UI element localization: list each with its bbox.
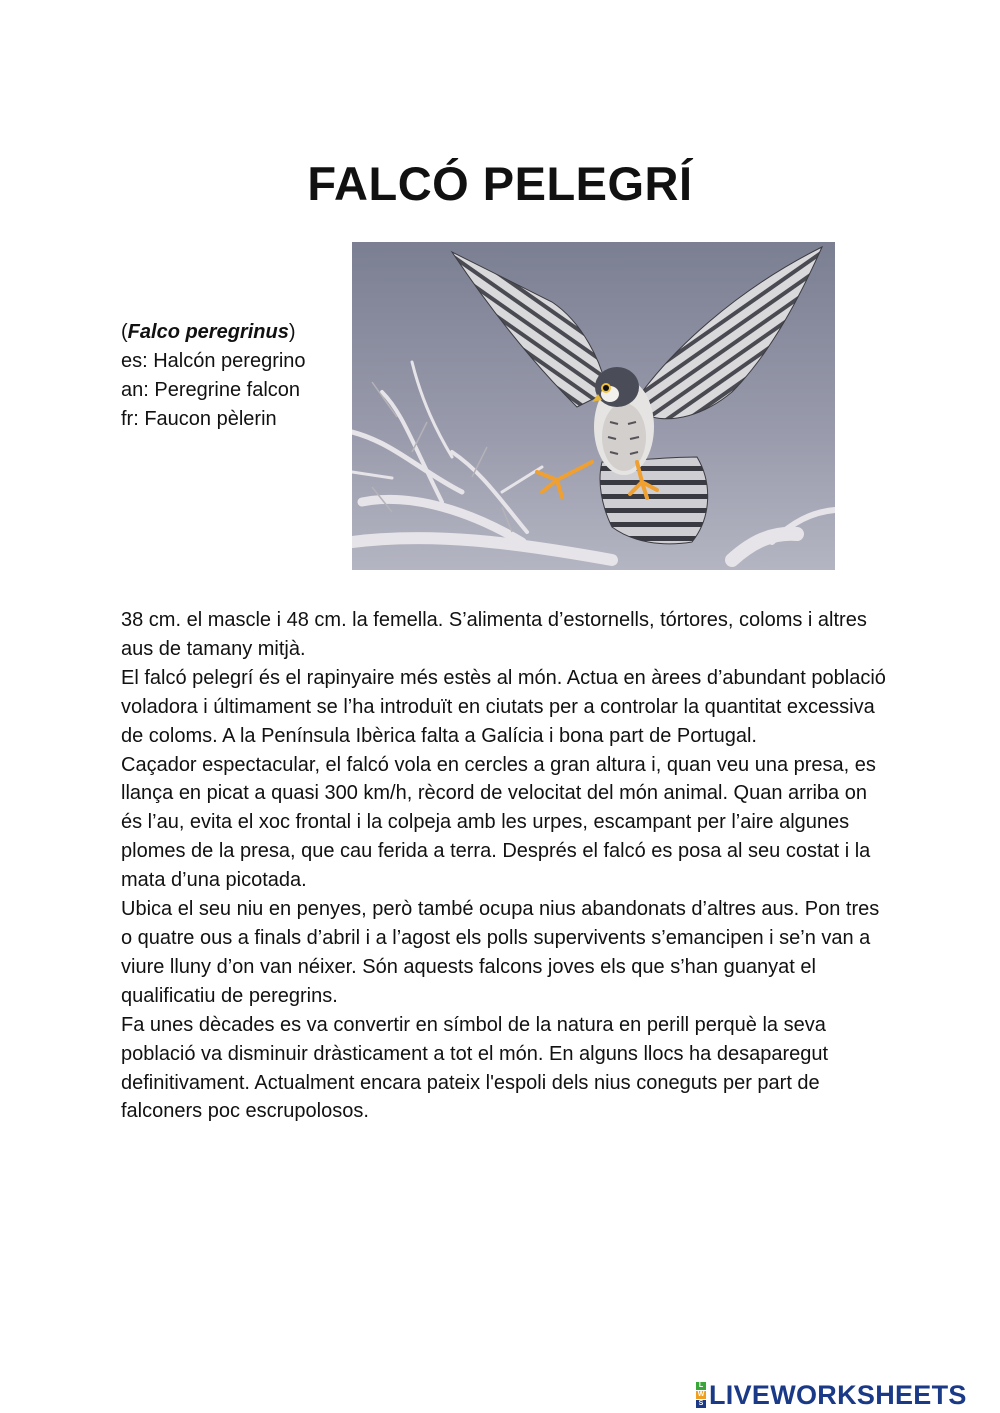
paragraph-conservation: Fa unes dècades es va convertir en símbol de la natura en perill perquè la seva població va disminuir dràsticament a tot el món. En alguns llocs ha desaparegut definitivament. Actualment encara pateix l'espoli dels nius coneguts per part de falconers poc escrupolosos. [121,1013,829,1123]
name-spanish: es: Halcón peregrino [121,350,306,372]
page-title: FALCÓ PELEGRÍ [307,157,693,210]
scientific-name: (Falco peregrinus) [121,321,296,343]
paragraph-distribution: El falcó pelegrí és el rapinyaire més estès al món. Actua en àrees d’abundant població voladora i últimament se l’ha introduït en ciutats per a controlar la quantitat excessiva de coloms. A la Península Ibèrica falta a Galícia i bona part de Portugal. [121,666,886,747]
name-french: fr: Faucon pèlerin [121,408,277,430]
liveworksheets-wordmark: LIVEWORKSHEETS [709,1379,967,1410]
falcon-photo [352,242,835,570]
liveworksheets-logo [696,1380,967,1410]
paragraph-nesting: Ubica el seu niu en penyes, però també ocupa nius abandonats d’altres aus. Pon tres o quatre ous a finals d’abril i a l’agost els polls supervivents s’emancipen i se’n van a viure lluny d’on van néixer. Són aquests falcons joves els que s’han guanyat el qualificatiu de peregrins. [121,898,880,1007]
article-body [121,606,886,1126]
name-english: an: Peregrine falcon [121,379,301,401]
scientific-name-text: Falco peregrinus [127,321,289,343]
paragraph-hunting: Caçador espectacular, el falcó vola en cercles a gran altura i, quan veu una presa, es llança en picat a quasi 300 km/h, rècord de velocitat del món animal. Quan arriba on és l’au, evita el xoc frontal i la colpeja amb les urpes, escampant per l’aire algunes plomes de la presa, que cau ferida a terra. Després el falcó es posa al seu costat i la mata d’una picotada. [121,753,876,892]
species-names [121,318,306,434]
paragraph-size-diet: 38 cm. el mascle i 48 cm. la femella. S’alimenta d’estornells, tórtores, coloms i altres aus de tamany mitjà. [121,609,867,660]
liveworksheets-icon: L W S [697,1381,705,1407]
